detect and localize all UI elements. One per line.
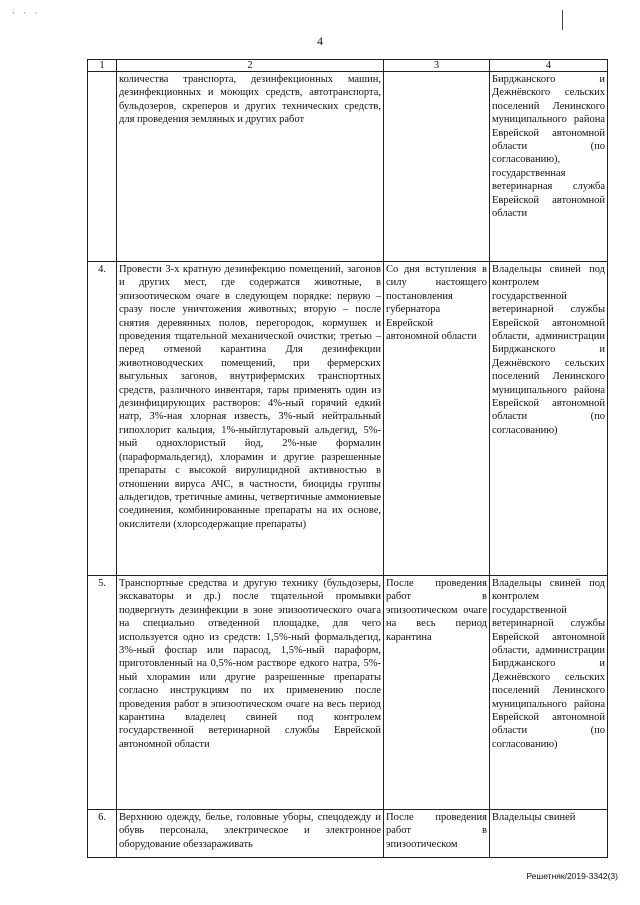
header-col-4: 4 — [490, 60, 608, 72]
row-action: Провести 3-х кратную дезинфекцию помещений, загонов и других мест, где содержатся животные, в эпизоотическом очаге в следующем порядке: первую – сразу после уничтожения животных; вторую – после снятия деревянных полов, перегородок, кормушек и проведения тщательной механической очистки; третью – перед отменой карантина Для дезинфекции животноводческих помещений, при фермерских выгульных загонов, внутрифермских транспортных средств, различного инвентаря, тары применять один из дезинфицирующих растворов: 4%-ный горячий едкий натр, 3%-ная хлорная известь, 3%-ный нейтральный гипохлорит кальция, 1%-ныйглутаровый альдегид, 5%-ный однохлористый йод, 2%-ные формалин (параформальдегид), хлорамин и другие разрешенные препараты с высокой вирулицидной активностью в отношении вируса АЧС, в частности, биоциды группы альдегидов, третичные амины, четвертичные аммониевые соединения, комбинированные препараты на их основе, окислители (хлорсодержащие препараты) — [117, 262, 384, 576]
row-number: 6. — [88, 810, 117, 858]
row-term: Со дня вступления в силу настоящего постановления губернатора Еврейской автономной области — [384, 262, 490, 576]
header-col-1: 1 — [88, 60, 117, 72]
table-row — [88, 262, 608, 576]
scan-specks: · · · — [12, 8, 41, 18]
row-number: 4. — [88, 262, 117, 576]
row-responsible: Владельцы свиней — [490, 810, 608, 858]
row-action: Транспортные средства и другую технику (бульдозеры, экскаваторы и др.) после тщательной промывки подвергнуть дезинфекции в зоне эпизоотического очага на специально отведенной площадке, для чего используется одно из средств: 1,5%-ный формальдегид, 3%-ный фоспар или парасод, 1,5%-ный параформ, приготовленный на 0,5%-ном растворе едкого натра, 5%-ный хлорамин или другие разрешенные препараты согласно инструкциям по их применению после проведения работ в эпизоотическом очаге на весь период карантина владелец свиней под контролем государственной ветеринарной службы Еврейской автономной области — [117, 576, 384, 810]
row-responsible: Владельцы свиней под контролем государственной ветеринарной службы Еврейской автономной области, администрации Бирджанского и Дежнёвского сельских поселений Ленинского муниципального района Еврейской автономной области (по согласованию) — [490, 576, 608, 810]
document-registry-id: Решетняк/2019-3342(3) — [526, 871, 618, 881]
scan-margin-line — [562, 10, 563, 30]
row-action: Верхнюю одежду, белье, головные уборы, спецодежду и обувь персонала, электрическое и электронное оборудование обеззараживать — [117, 810, 384, 858]
header-col-3: 3 — [384, 60, 490, 72]
row-term — [384, 72, 490, 262]
measures-table — [87, 59, 608, 858]
table-row — [88, 810, 608, 858]
row-action: количества транспорта, дезинфекционных машин, дезинфекционных и моющих средств, автотранспорта, бульдозеров, скреперов и других технических средств, для проведения земляных и других работ — [117, 72, 384, 262]
header-col-2: 2 — [117, 60, 384, 72]
row-number: 5. — [88, 576, 117, 810]
row-term: После проведения работ в эпизоотическом — [384, 810, 490, 858]
row-term: После проведения работ в эпизоотическом очаге на весь период карантина — [384, 576, 490, 810]
table-row — [88, 576, 608, 810]
table-row — [88, 72, 608, 262]
page-number: 4 — [317, 34, 323, 48]
row-number — [88, 72, 117, 262]
table-header-row — [88, 60, 608, 72]
row-responsible: Владельцы свиней под контролем государственной ветеринарной службы Еврейской автономной области, администрации Бирджанского и Дежнёвского сельских поселений Ленинского муниципального района Еврейской автономной области (по согласованию) — [490, 262, 608, 576]
row-responsible: Бирджанского и Дежнёвского сельских поселений Ленинского муниципального района Еврейской автономной области (по согласованию), государственная ветеринарная служба Еврейской автономной области — [490, 72, 608, 262]
